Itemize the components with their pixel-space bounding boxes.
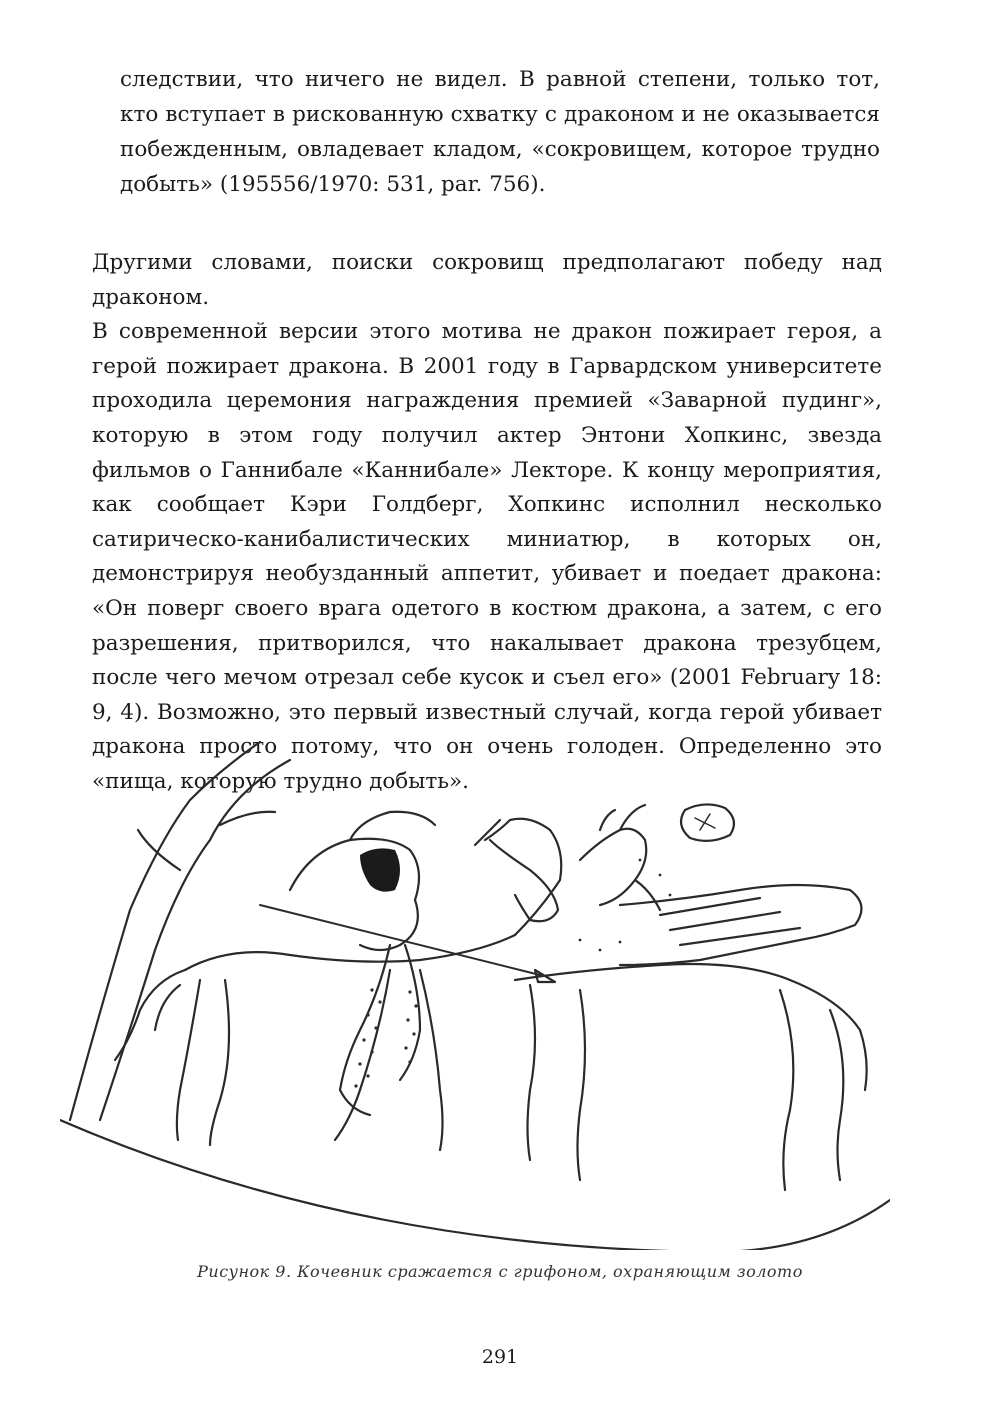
figure-caption: Рисунок 9. Кочевник сражается с грифоном, охраняющим золото bbox=[197, 1262, 803, 1281]
paragraph: В современной версии этого мотива не дракон пожирает героя, а герой пожирает дракона. В 2001 году в Гарвардском университете проходила церемония награждения премией «Заварной пудинг», которую в этом году получил актер Энтони Хопкинс, звезда фильмов о Ганнибале «Каннибале» Лекторе. К концу мероприятия, как сообщает Кэри Голдберг, Хопкинс исполнил несколько сатирическо-канибалистических миниатюр, в которых он, демонстрируя необузданный аппетит, убивает и поедает дракона: «Он поверг своего врага одетого в костюм дракона, а затем, с его разрешения, притворился, что накалывает дракона трезубцем, после чего мечом отрезал себе кусок и съел его» (2001 February 18: 9, 4). Возможно, это первый известный случай, когда герой убивает дракона просто потому, что он очень голоден. Определенно это «пища, которую трудно добыть». bbox=[92, 319, 882, 794]
nomad-griffin-drawing bbox=[60, 730, 890, 1250]
page-number: 291 bbox=[481, 1346, 519, 1368]
block-quote: следствии, что ничего не видел. В равной степени, только тот, кто вступает в рискованную схватку с драконом и не оказывается побежденным, овладевает кладом, «сокровищем, которое трудно добыть» (195556/1970: 531, par. 756). bbox=[120, 67, 880, 197]
figure-illustration bbox=[60, 730, 890, 1250]
body-text bbox=[92, 246, 882, 800]
paragraph: Другими словами, поиски сокровищ предполагают победу над драконом. bbox=[92, 250, 882, 310]
